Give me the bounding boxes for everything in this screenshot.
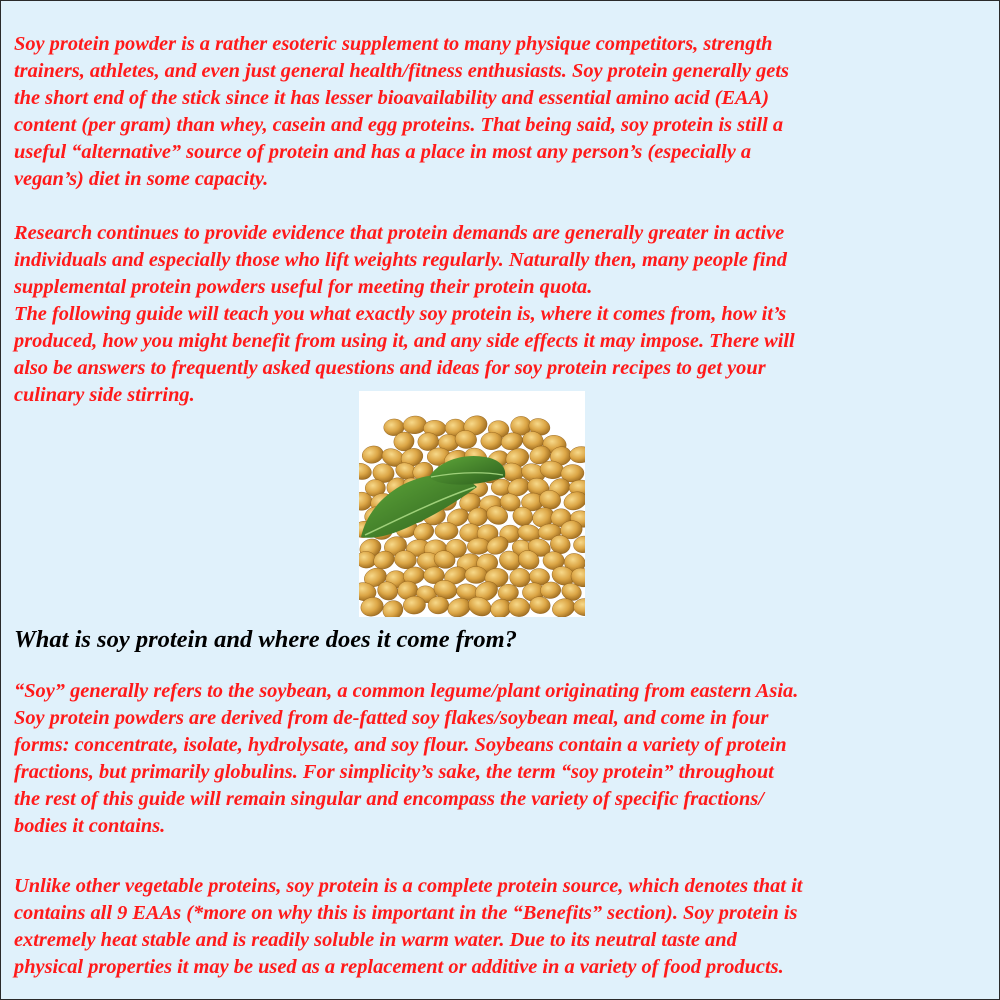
soybean-icon — [360, 444, 385, 466]
soybeans-photo — [359, 391, 585, 617]
section-heading: What is soy protein and where does it come from? — [14, 626, 517, 653]
soybeans-leaf-icon — [359, 391, 585, 617]
soybean-icon — [435, 522, 459, 540]
soybean-icon — [402, 415, 427, 435]
complete-protein-paragraph: Unlike other vegetable proteins, soy protein is a complete protein source, which denotes that it contains all 9 EAAs (*more on why this is important in the “Benefits” section). Soy protein is extremely heat stable and is readily soluble in warm water. Due to its neutral taste and physical properties it may be used as a replacement or additive in a variety of food products. — [14, 875, 803, 978]
intro-paragraph: Soy protein powder is a rather esoteric supplement to many physique competitors, strength trainers, athletes, and even just general health/fitness enthusiasts. Soy protein generally gets the short end of the stick since it has lesser bioavailability and essential amino acid (EAA) content (per gram) than whey, casein and egg proteins. That being said, soy protein is still a useful “alternative” source of protein and has a place in most any person’s (especially a vegan’s) diet in some capacity. — [14, 33, 789, 190]
soybean-icon — [359, 461, 373, 481]
soybean-icon — [380, 598, 406, 617]
origin-paragraph: “Soy” generally refers to the soybean, a common legume/plant originating from eastern Asia. Soy protein powders are derived from de-fatted soy flakes/soybean meal, and come in four forms: concentrate, isolate, hydrolysate, and soy flour. Soybeans contain a variety of protein fractions, but primarily globulins. For simplicity’s sake, the term “soy protein” throughout the rest of this guide will remain singular and encompass the variety of specific fractions/ bodies it contains. — [14, 680, 799, 837]
soybean-icon — [465, 566, 488, 583]
soybean-icon — [573, 598, 585, 617]
research-paragraph: Research continues to provide evidence that protein demands are generally greater in active individuals and especially those who lift weights regularly. Naturally then, many people find supplemental protein powders useful for meeting their protein quota. The following guide will teach you what exactly soy protein is, where it comes from, how it’s produced, how you might benefit from using it, and any side effects it may impose. There will also be answers to frequently asked questions and ideas for soy protein recipes to get your culinary side stirring. — [14, 222, 795, 406]
soybean-icon — [569, 446, 585, 464]
